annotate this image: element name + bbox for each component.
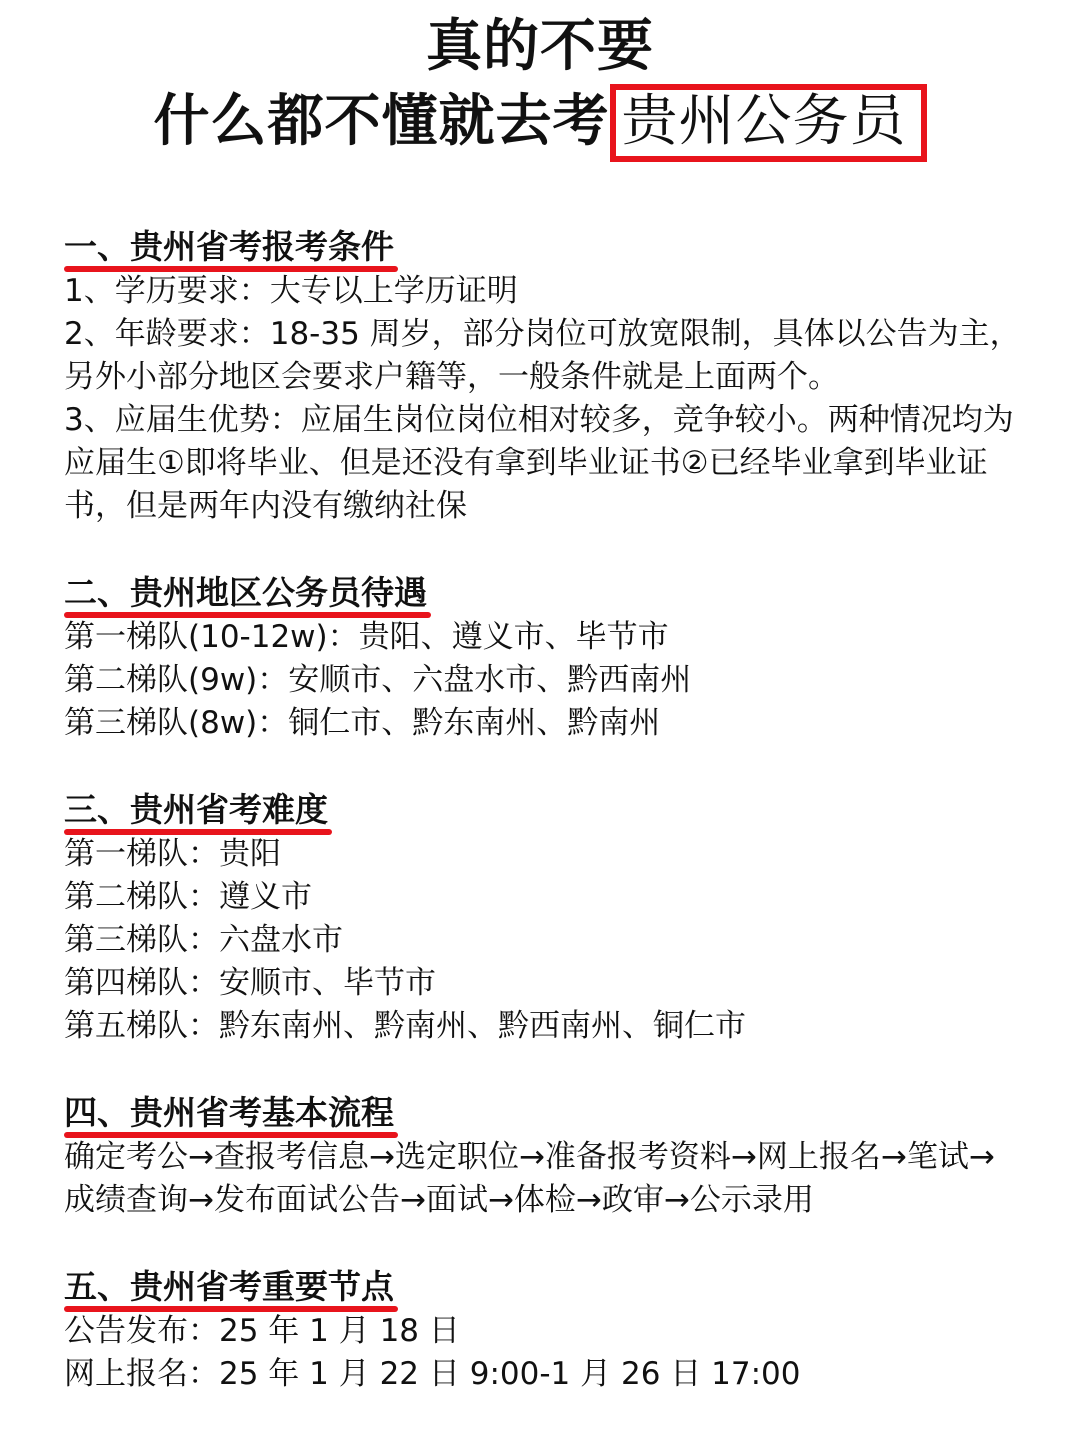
- section-heading: [64, 224, 394, 270]
- section-heading: [64, 570, 427, 616]
- heading-underline: [64, 829, 332, 835]
- title-highlight-box: 贵州公务员: [610, 84, 927, 162]
- heading-underline: [64, 612, 431, 618]
- list-item: 第二梯队(9w)：安顺市、六盘水市、黔西南州: [64, 662, 692, 698]
- section-heading-text: 二、贵州地区公务员待遇: [64, 573, 427, 612]
- list-item: 第一梯队：贵阳: [64, 836, 281, 872]
- section-heading-text: 一、贵州省考报考条件: [64, 227, 394, 266]
- title-line-1: 真的不要: [426, 14, 654, 79]
- list-item: 第五梯队：黔东南州、黔南州、黔西南州、铜仁市: [64, 1008, 746, 1044]
- section-salary: [64, 570, 1024, 745]
- section-heading-text: 四、贵州省考基本流程: [64, 1093, 394, 1132]
- heading-underline: [64, 266, 398, 272]
- section-key-dates: [64, 1264, 1024, 1396]
- section-heading-text: 三、贵州省考难度: [64, 790, 328, 829]
- title-line-2: [0, 84, 1080, 162]
- list-item: 2、年龄要求：18-35 周岁，部分岗位可放宽限制，具体以公告为主，另外小部分地区会要求户籍等，一般条件就是上面两个。: [64, 316, 1021, 395]
- list-item: 第三梯队：六盘水市: [64, 922, 343, 958]
- section-process: [64, 1090, 1024, 1222]
- section-heading: [64, 787, 328, 833]
- list-item: 第二梯队：遵义市: [64, 879, 312, 915]
- list-item: 第四梯队：安顺市、毕节市: [64, 965, 436, 1001]
- list-item: 3、应届生优势：应届生岗位岗位相对较多，竞争较小。两种情况均为应届生①即将毕业、但是还没有拿到毕业证书②已经毕业拿到毕业证书，但是两年内没有缴纳社保: [64, 402, 1014, 524]
- article-body: [64, 224, 1024, 1438]
- list-item: 第三梯队(8w)：铜仁市、黔东南州、黔南州: [64, 705, 661, 741]
- heading-underline: [64, 1306, 398, 1312]
- list-item: 网上报名：25 年 1 月 22 日 9:00-1 月 26 日 17:00: [64, 1356, 801, 1392]
- section-requirements: [64, 224, 1024, 528]
- section-heading-text: 五、贵州省考重要节点: [64, 1267, 394, 1306]
- heading-underline: [64, 1132, 398, 1138]
- list-item: 1、学历要求：大专以上学历证明: [64, 273, 518, 309]
- list-item: 确定考公→查报考信息→选定职位→准备报考资料→网上报名→笔试→成绩查询→发布面试公告→面试→体检→政审→公示录用: [64, 1139, 995, 1218]
- section-heading: [64, 1090, 394, 1136]
- title-prefix: 什么都不懂就去考: [153, 89, 610, 154]
- page-title: [0, 12, 1080, 162]
- section-heading: [64, 1264, 394, 1310]
- section-difficulty: [64, 787, 1024, 1048]
- list-item: 公告发布：25 年 1 月 18 日: [64, 1313, 460, 1349]
- list-item: 第一梯队(10-12w)：贵阳、遵义市、毕节市: [64, 619, 669, 655]
